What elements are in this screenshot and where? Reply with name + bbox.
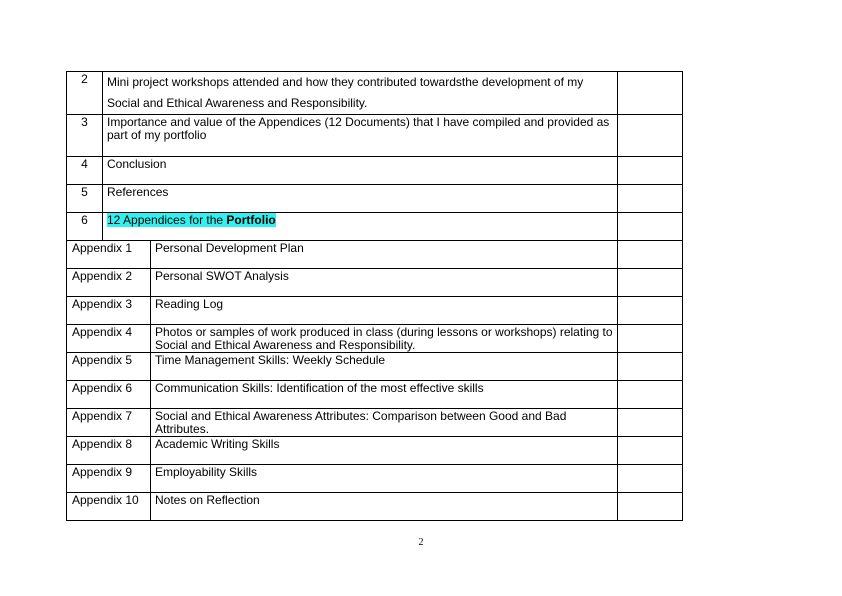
table-row [67,325,683,353]
appendix-label: Appendix 6 [67,381,151,409]
page-number: 2 [418,537,424,548]
empty-cell [618,297,683,325]
empty-cell [618,409,683,437]
table-row [67,493,683,521]
table-row [67,465,683,493]
row-text: Importance and value of the Appendices (12 Documents) that I have compiled and provided as part of my portfolio [103,115,618,157]
appendix-label: Appendix 7 [67,409,151,437]
appendix-title: Notes on Reflection [151,493,618,521]
row-text [103,213,618,241]
table-row [67,437,683,465]
table-row [67,297,683,325]
appendix-label: Appendix 4 [67,325,151,353]
empty-cell [618,269,683,297]
empty-cell [618,493,683,521]
table-row [67,157,683,185]
appendix-title: Communication Skills: Identification of the most effective skills [151,381,618,409]
empty-cell [618,115,683,157]
table-row [67,115,683,157]
appendix-title: Personal Development Plan [151,241,618,269]
heading-plain-text: 12 Appendices for the [107,213,227,227]
empty-cell [618,72,683,115]
appendix-title: Time Management Skills: Weekly Schedule [151,353,618,381]
empty-cell [618,157,683,185]
row-text: Mini project workshops attended and how they contributed towardsthe development of my Social and Ethical Awareness and Responsibility. [103,72,618,115]
table-row [67,409,683,437]
appendix-label: Appendix 10 [67,493,151,521]
row-number: 4 [67,157,103,185]
appendix-title: Employability Skills [151,465,618,493]
empty-cell [618,353,683,381]
table-row [67,381,683,409]
appendix-title: Social and Ethical Awareness Attributes: Comparison between Good and Bad Attributes. [151,409,618,437]
appendix-label: Appendix 3 [67,297,151,325]
appendix-label: Appendix 5 [67,353,151,381]
row-number: 3 [67,115,103,157]
contents-table [66,71,683,521]
row-text: Conclusion [103,157,618,185]
table-row [67,213,683,241]
table-row [67,353,683,381]
empty-cell [618,241,683,269]
row-text: References [103,185,618,213]
empty-cell [618,381,683,409]
table-row [67,72,683,115]
appendix-label: Appendix 8 [67,437,151,465]
highlighted-heading [107,213,276,227]
empty-cell [618,437,683,465]
appendix-label: Appendix 9 [67,465,151,493]
appendix-title: Academic Writing Skills [151,437,618,465]
appendix-title: Photos or samples of work produced in class (during lessons or workshops) relating to Social and Ethical Awareness and Responsibility. [151,325,618,353]
table-row [67,241,683,269]
appendix-label: Appendix 1 [67,241,151,269]
empty-cell [618,213,683,241]
row-number: 2 [67,72,103,115]
table-row [67,269,683,297]
table-row [67,185,683,213]
appendix-title: Reading Log [151,297,618,325]
empty-cell [618,325,683,353]
empty-cell [618,185,683,213]
row-number: 5 [67,185,103,213]
row-number: 6 [67,213,103,241]
appendix-label: Appendix 2 [67,269,151,297]
empty-cell [618,465,683,493]
heading-bold-text: Portfolio [226,213,276,227]
appendix-title: Personal SWOT Analysis [151,269,618,297]
